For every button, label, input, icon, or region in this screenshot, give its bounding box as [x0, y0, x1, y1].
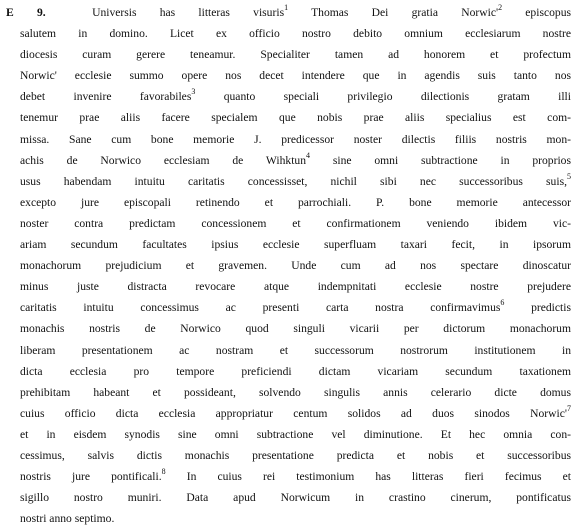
- footnote-marker: 8: [161, 467, 166, 477]
- text-line: [6, 445, 571, 466]
- text-run: In cuius rei testimonium has litteras fieri fecimus et: [165, 470, 571, 484]
- text-run: prehibitam habeant et possideant, solvendo singulis annis celerario dicte domus: [20, 385, 571, 399]
- text-run: usus habendam intuitu caritatis concessisset, nichil sibi nec successoribus suis,: [20, 174, 567, 188]
- text-line: [6, 150, 571, 171]
- text-line: [6, 234, 571, 255]
- footnote-marker: 4: [306, 150, 311, 160]
- text-line: [6, 382, 571, 403]
- charter-label: E 9.: [6, 6, 46, 19]
- charter-text: [6, 2, 571, 529]
- text-line: [6, 508, 571, 529]
- text-run: achis de Norwico ecclesiam de Wihktun: [20, 153, 307, 167]
- footnote-marker: 7: [567, 403, 571, 413]
- text-line: [6, 171, 571, 192]
- text-run: missa. Sane cum bone memorie J. predicessor noster dilectis filiis nostris mon-: [20, 132, 571, 146]
- footnote-marker: 6: [500, 298, 505, 308]
- text-line: [6, 86, 571, 107]
- text-line: [6, 276, 571, 297]
- footnote-marker: 3: [191, 87, 196, 97]
- text-line: [6, 424, 571, 445]
- text-line: [6, 487, 571, 508]
- text-run: salutem in domino. Licet ex officio nostro debito omnium ecclesiarum nostre: [20, 27, 571, 41]
- text-run: cessimus, salvis dictis monachis presentatione predicta et nobis et successoribus: [20, 448, 571, 462]
- footnote-marker: 1: [284, 3, 289, 12]
- text-line: [6, 255, 571, 276]
- text-line: [6, 297, 571, 318]
- text-run: noster contra predictam concessionem et confirmationem veniendo ibidem vic-: [20, 216, 571, 230]
- text-run: cuius officio dicta ecclesia appropriatur centum solidos ad duos sinodos Norwic': [20, 406, 567, 420]
- text-line: [6, 23, 571, 44]
- text-run: monachis nostris de Norwico quod singuli vicarii per dictorum monachorum: [20, 322, 571, 336]
- text-run: Thomas Dei gratia Norwic': [288, 6, 499, 19]
- text-run: diocesis curam gerere teneamur. Specialiter tamen ad honorem et profectum: [20, 48, 571, 62]
- text-run: debet invenire favorabiles: [20, 90, 192, 104]
- text-line: [6, 2, 571, 23]
- text-run: et in eisdem synodis sine omni subtractione vel diminutione. Et hec omnia con-: [20, 427, 571, 441]
- text-line: [6, 44, 571, 65]
- text-run: quanto speciali privilegio dilectionis gratam illi: [195, 90, 571, 104]
- text-line: [6, 318, 571, 339]
- text-line: [6, 403, 571, 424]
- text-run: ariam secundum facultates ipsius ecclesie superfluam taxari fecit, in ipsorum: [20, 238, 571, 252]
- text-line: [6, 129, 571, 150]
- text-line: [6, 361, 571, 382]
- text-run: nostris jure pontificali.: [20, 470, 162, 484]
- footnote-marker: 2: [498, 3, 503, 12]
- text-run: caritatis intuitu concessimus ac presenti carta nostra confirmavimus: [20, 301, 501, 315]
- text-run: Norwic' ecclesie summo opere nos decet intendere que in agendis suis tanto nos: [20, 69, 571, 83]
- text-line: [6, 65, 571, 86]
- text-run: minus juste distracta revocare atque indempnitati ecclesie nostre prejudere: [20, 280, 571, 294]
- text-run: dicta ecclesia pro tempore preficiendi dictam vicariam secundum taxationem: [20, 364, 571, 378]
- text-run: episcopus: [502, 6, 571, 19]
- text-run: monachorum prejudicium et gravemen. Unde cum ad nos spectare dinoscatur: [20, 259, 571, 273]
- text-line: [6, 466, 571, 487]
- text-run: tenemur prae aliis facere specialem que nobis prae aliis specialius est com-: [20, 111, 571, 125]
- text-line: [6, 213, 571, 234]
- text-line: [6, 340, 571, 361]
- text-run: sine omni subtractione in proprios: [310, 153, 571, 167]
- text-run: nostri anno septimo.: [20, 512, 115, 526]
- text-run: liberam presentationem ac nostram et successorum nostrorum institutionem in: [20, 343, 571, 357]
- text-run: predictis: [504, 301, 571, 315]
- text-line: [6, 192, 571, 213]
- text-run: sigillo nostro muniri. Data apud Norwicum in crastino cinerum, pontificatus: [20, 491, 571, 505]
- footnote-marker: 5: [567, 171, 571, 181]
- text-run: excepto jure episcopali retinendo et parrochiali. P. bone memorie antecessor: [20, 195, 571, 209]
- text-line: [6, 107, 571, 128]
- text-run: Universis has litteras visuris: [92, 6, 285, 19]
